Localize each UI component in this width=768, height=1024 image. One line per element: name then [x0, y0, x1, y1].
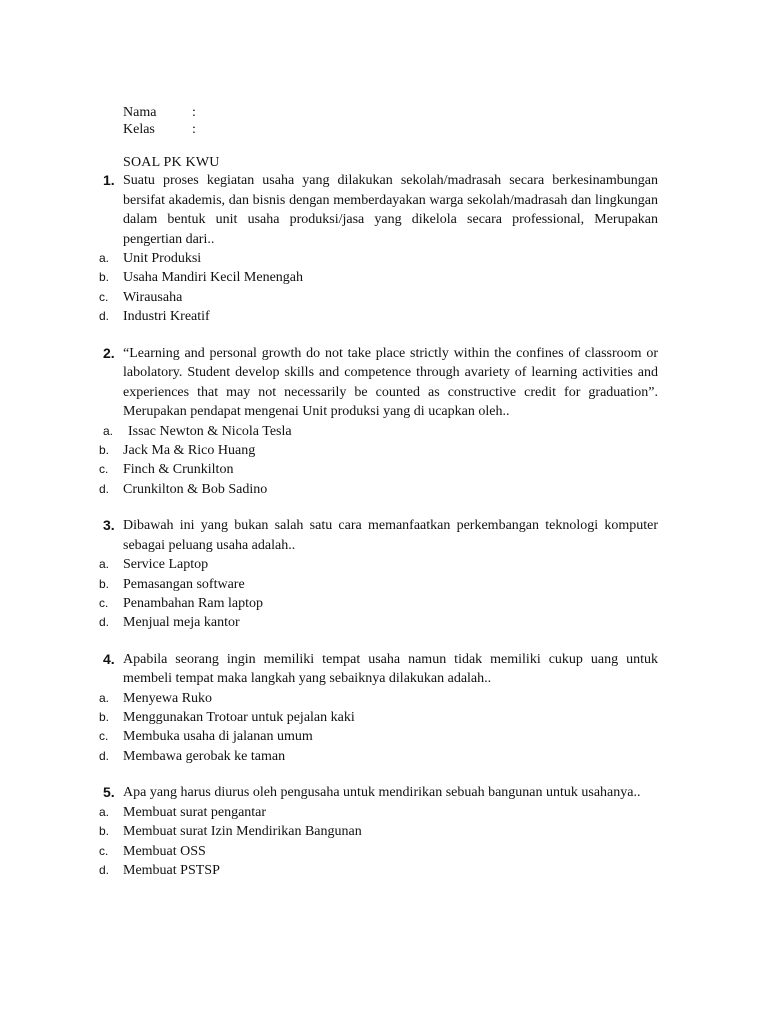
question-row	[0, 516, 768, 555]
option-letter: a.	[99, 690, 110, 705]
answer-options	[0, 249, 768, 327]
option-text: Membuat surat pengantar	[123, 804, 267, 820]
question-list	[0, 171, 768, 897]
option-letter: c.	[99, 289, 109, 304]
question-number: 4.	[103, 650, 115, 667]
option-letter: c.	[99, 843, 109, 858]
option-text: Wirausaha	[123, 289, 183, 305]
question-number: 1.	[103, 172, 115, 188]
name-label: Nama	[123, 105, 157, 120]
option-c	[0, 594, 768, 613]
question-text: “Learning and personal growth do not take place strictly within the confines of classroom or labolatory. Student develop skills and competence through avariety of learning activities and experiences that may not necessarily be counted as constructive credit for graduation”. Merupakan pendapat mengenai Unit produksi yang di ucapkan oleh..	[123, 345, 658, 420]
option-text: Unit Produksi	[123, 251, 202, 266]
option-text: Menggunakan Trotoar untuk pejalan kaki	[123, 710, 355, 726]
name-field	[123, 104, 423, 121]
option-letter: a.	[99, 251, 110, 265]
option-text: Jack Ma & Rico Huang	[123, 442, 256, 458]
class-field	[123, 121, 423, 138]
option-letter: d.	[99, 481, 110, 496]
option-b	[0, 575, 768, 594]
question-number: 5.	[103, 784, 115, 801]
option-text: Issac Newton & Nicola Tesla	[128, 423, 292, 439]
option-a	[0, 555, 768, 574]
question-3	[0, 516, 768, 633]
option-d	[0, 613, 768, 632]
option-c	[0, 460, 768, 479]
question-1	[0, 171, 768, 327]
option-letter: b.	[99, 824, 110, 839]
option-d	[0, 747, 768, 766]
option-b	[0, 441, 768, 460]
option-letter: b.	[99, 576, 110, 591]
option-text: Membuat OSS	[123, 843, 206, 859]
option-letter: c.	[99, 595, 109, 610]
option-text: Membuka usaha di jalanan umum	[123, 729, 313, 745]
option-a	[0, 249, 768, 268]
answer-options	[0, 689, 768, 767]
answer-options	[0, 803, 768, 881]
question-2	[0, 344, 768, 500]
option-c	[0, 842, 768, 861]
option-letter: c.	[99, 462, 109, 477]
answer-options	[0, 422, 768, 500]
option-a	[0, 689, 768, 708]
option-text: Pemasangan software	[123, 576, 245, 592]
option-text: Membuat surat Izin Mendirikan Bangunan	[123, 824, 362, 840]
option-text: Crunkilton & Bob Sadino	[123, 481, 268, 497]
option-letter: d.	[99, 309, 110, 324]
question-row	[0, 171, 768, 249]
question-text: Dibawah ini yang bukan salah satu cara memanfaatkan perkembangan teknologi komputer sebagai peluang usaha adalah..	[123, 518, 658, 553]
option-c	[0, 288, 768, 307]
class-label: Kelas	[123, 122, 155, 137]
option-letter: d.	[99, 615, 110, 630]
option-a	[0, 422, 768, 441]
option-text: Menyewa Ruko	[123, 690, 213, 706]
question-row	[0, 783, 768, 803]
student-info-header	[123, 104, 423, 171]
option-b	[0, 708, 768, 727]
option-letter: b.	[99, 442, 110, 457]
option-text: Industri Kreatif	[123, 309, 210, 325]
option-letter: d.	[99, 748, 110, 763]
option-b	[0, 822, 768, 841]
answer-options	[0, 555, 768, 633]
option-d	[0, 480, 768, 499]
option-c	[0, 727, 768, 746]
question-5	[0, 783, 768, 880]
question-text: Suatu proses kegiatan usaha yang dilakukan sekolah/madrasah secara berkesinambungan bersifat akademis, dan bisnis dengan memberdayakan warga sekolah/madrasah dan lingkungan dalam bentuk unit usaha produksi/jasa yang dikelola secara professional, Merupakan pengertian dari..	[123, 173, 658, 247]
question-number: 3.	[103, 517, 115, 534]
option-d	[0, 307, 768, 326]
option-a	[0, 803, 768, 822]
option-b	[0, 268, 768, 287]
option-text: Usaha Mandiri Kecil Menengah	[123, 270, 303, 286]
option-text: Menjual meja kantor	[123, 615, 240, 631]
question-row	[0, 344, 768, 422]
option-letter: c.	[99, 729, 109, 744]
option-text: Membuat PSTSP	[123, 862, 220, 878]
option-text: Membawa gerobak ke taman	[123, 748, 286, 764]
option-d	[0, 861, 768, 880]
option-letter: b.	[99, 710, 110, 725]
question-4	[0, 650, 768, 767]
option-letter: a.	[99, 557, 110, 572]
question-text: Apa yang harus diurus oleh pengusaha untuk mendirikan sebuah bangunan untuk usahanya..	[123, 785, 641, 801]
option-letter: a.	[103, 423, 114, 438]
option-letter: d.	[99, 862, 110, 877]
option-text: Penambahan Ram laptop	[123, 595, 263, 611]
option-letter: a.	[99, 804, 110, 819]
question-number: 2.	[103, 344, 115, 361]
document-title: SOAL PK KWU	[123, 155, 220, 170]
class-colon: :	[192, 122, 196, 137]
option-text: Service Laptop	[123, 557, 209, 573]
question-row	[0, 650, 768, 689]
name-colon: :	[192, 105, 196, 120]
option-letter: b.	[99, 270, 110, 285]
question-text: Apabila seorang ingin memiliki tempat usaha namun tidak memiliki cukup uang untuk membeli tempat maka langkah yang sebaiknya dilakukan adalah..	[123, 651, 658, 687]
option-text: Finch & Crunkilton	[123, 462, 234, 478]
